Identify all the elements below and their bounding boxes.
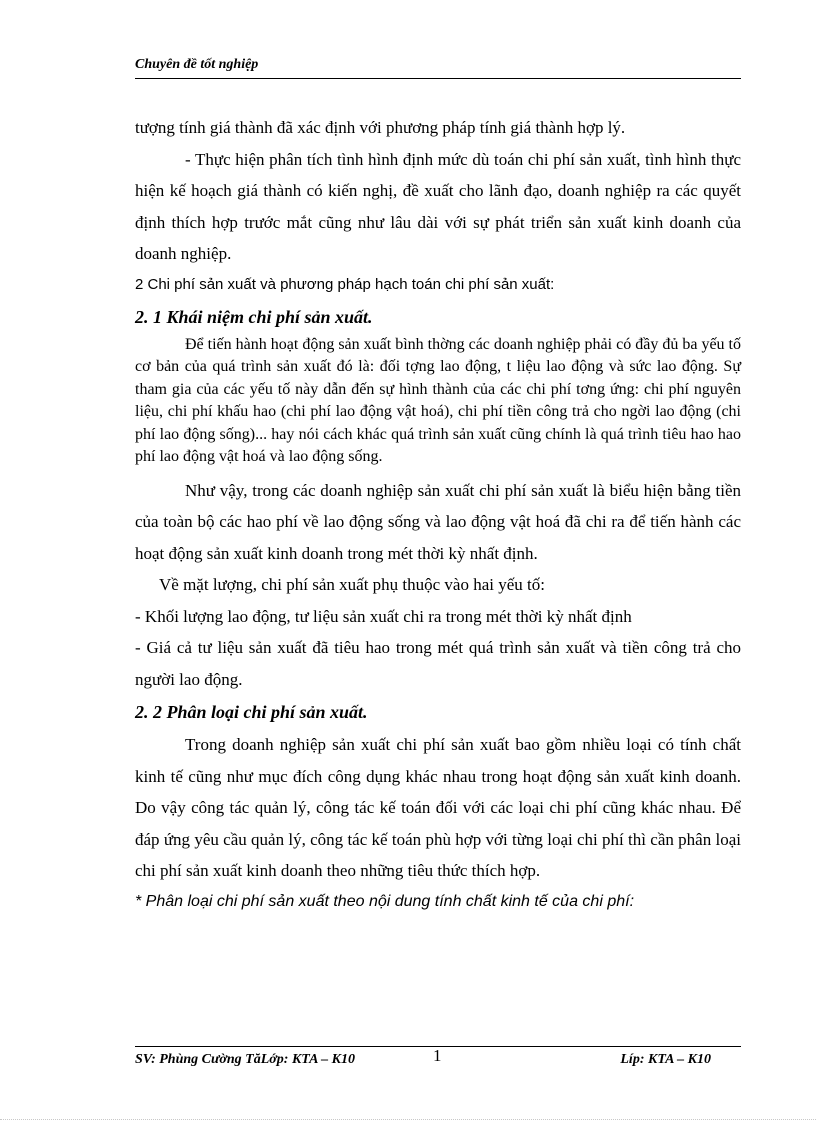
- paragraph-2: - Thực hiện phân tích tình hình định mức dù toán chi phí sản xuất, tình hình thực hiện kế hoạch giá thành có kiến nghị, đề xuất cho lãnh đạo, doanh nghiệp ra các quyết định thích hợp trước mắt cũng như lâu dài với sự phát triển sản xuất kinh doanh của doanh nghiệp.: [135, 149, 741, 263]
- paragraph-8: Trong doanh nghiệp sản xuất chi phí sản xuất bao gồm nhiều loại có tính chất kinh tế cũng như mục đích công dụng khác nhau trong hoạt động sản xuất kinh doanh. Do vậy công tác quản lý, công tác kế toán đối với các loại chi phí cũng khác nhau. Để đáp ứng yêu cầu quản lý, công tác kế toán phù hợp với từng loại chi phí thì cần phân loại chi phí sản xuất kinh doanh theo những tiêu thức thích hợp.: [135, 735, 741, 880]
- paragraph-6: - Khối lượng lao động, tư liệu sản xuất chi ra trong mét thời kỳ nhất định: [135, 606, 632, 626]
- document-body: [135, 112, 741, 917]
- classification-line: * Phân loại chi phí sản xuất theo nội dung tính chất kinh tế của chi phí:: [135, 892, 635, 910]
- paragraph-5: Về mặt lượng, chi phí sản xuất phụ thuộc vào hai yếu tố:: [159, 575, 545, 594]
- footer-student: SV: Phùng Cường TăLớp: KTA – K10: [135, 1052, 355, 1067]
- paragraph-1: tượng tính giá thành đã xác định với phương pháp tính giá thành hợp lý.: [135, 118, 626, 137]
- paragraph-7: - Giá cả tư liệu sản xuất đã tiêu hao trong mét quá trình sản xuất và tiền công trả cho người lao động.: [135, 638, 741, 689]
- heading-2-2: 2. 2 Phân loại chi phí sản xuất.: [135, 702, 368, 722]
- footer-class: Líp: KTA – K10: [620, 1052, 711, 1067]
- paragraph-3: Để tiến hành hoạt động sản xuất bình thờng các doanh nghiệp phải có đầy đủ ba yếu tố cơ bản của quá trình sản xuất đó là: đối tợng lao động, t liệu lao động và sức lao động. Sự tham gia của các yếu tố này dẫn đến sự hình thành của các chi phí tơng ứng: chi phí nguyên liệu, chi phí khấu hao (chi phí lao động vật hoá), chi phí tiền công trả cho ngời lao động (chi phí lao động sống)... hay nói cách khác quá trình sản xuất cũng chính là quá trình tiêu hao hao phí lao động vật hoá và lao động sống.: [135, 335, 741, 465]
- heading-2-1: 2. 1 Khái niệm chi phí sản xuất.: [135, 306, 373, 327]
- section-2-heading: 2 Chi phí sản xuất và phương pháp hạch toán chi phí sản xuất:: [135, 275, 555, 293]
- page-header-title: Chuyên đề tốt nghiệp: [135, 57, 259, 72]
- bottom-dotted-line: [0, 1119, 816, 1120]
- header-rule: [135, 78, 741, 79]
- page-number: 1: [433, 1046, 442, 1065]
- paragraph-4: Như vậy, trong các doanh nghiệp sản xuất chi phí sản xuất là biểu hiện bằng tiền của toàn bộ các hao phí về lao động sống và lao động vật hoá đã chi ra để tiến hành các hoạt động sản xuất kinh doanh trong mét thời kỳ nhất định.: [135, 480, 741, 563]
